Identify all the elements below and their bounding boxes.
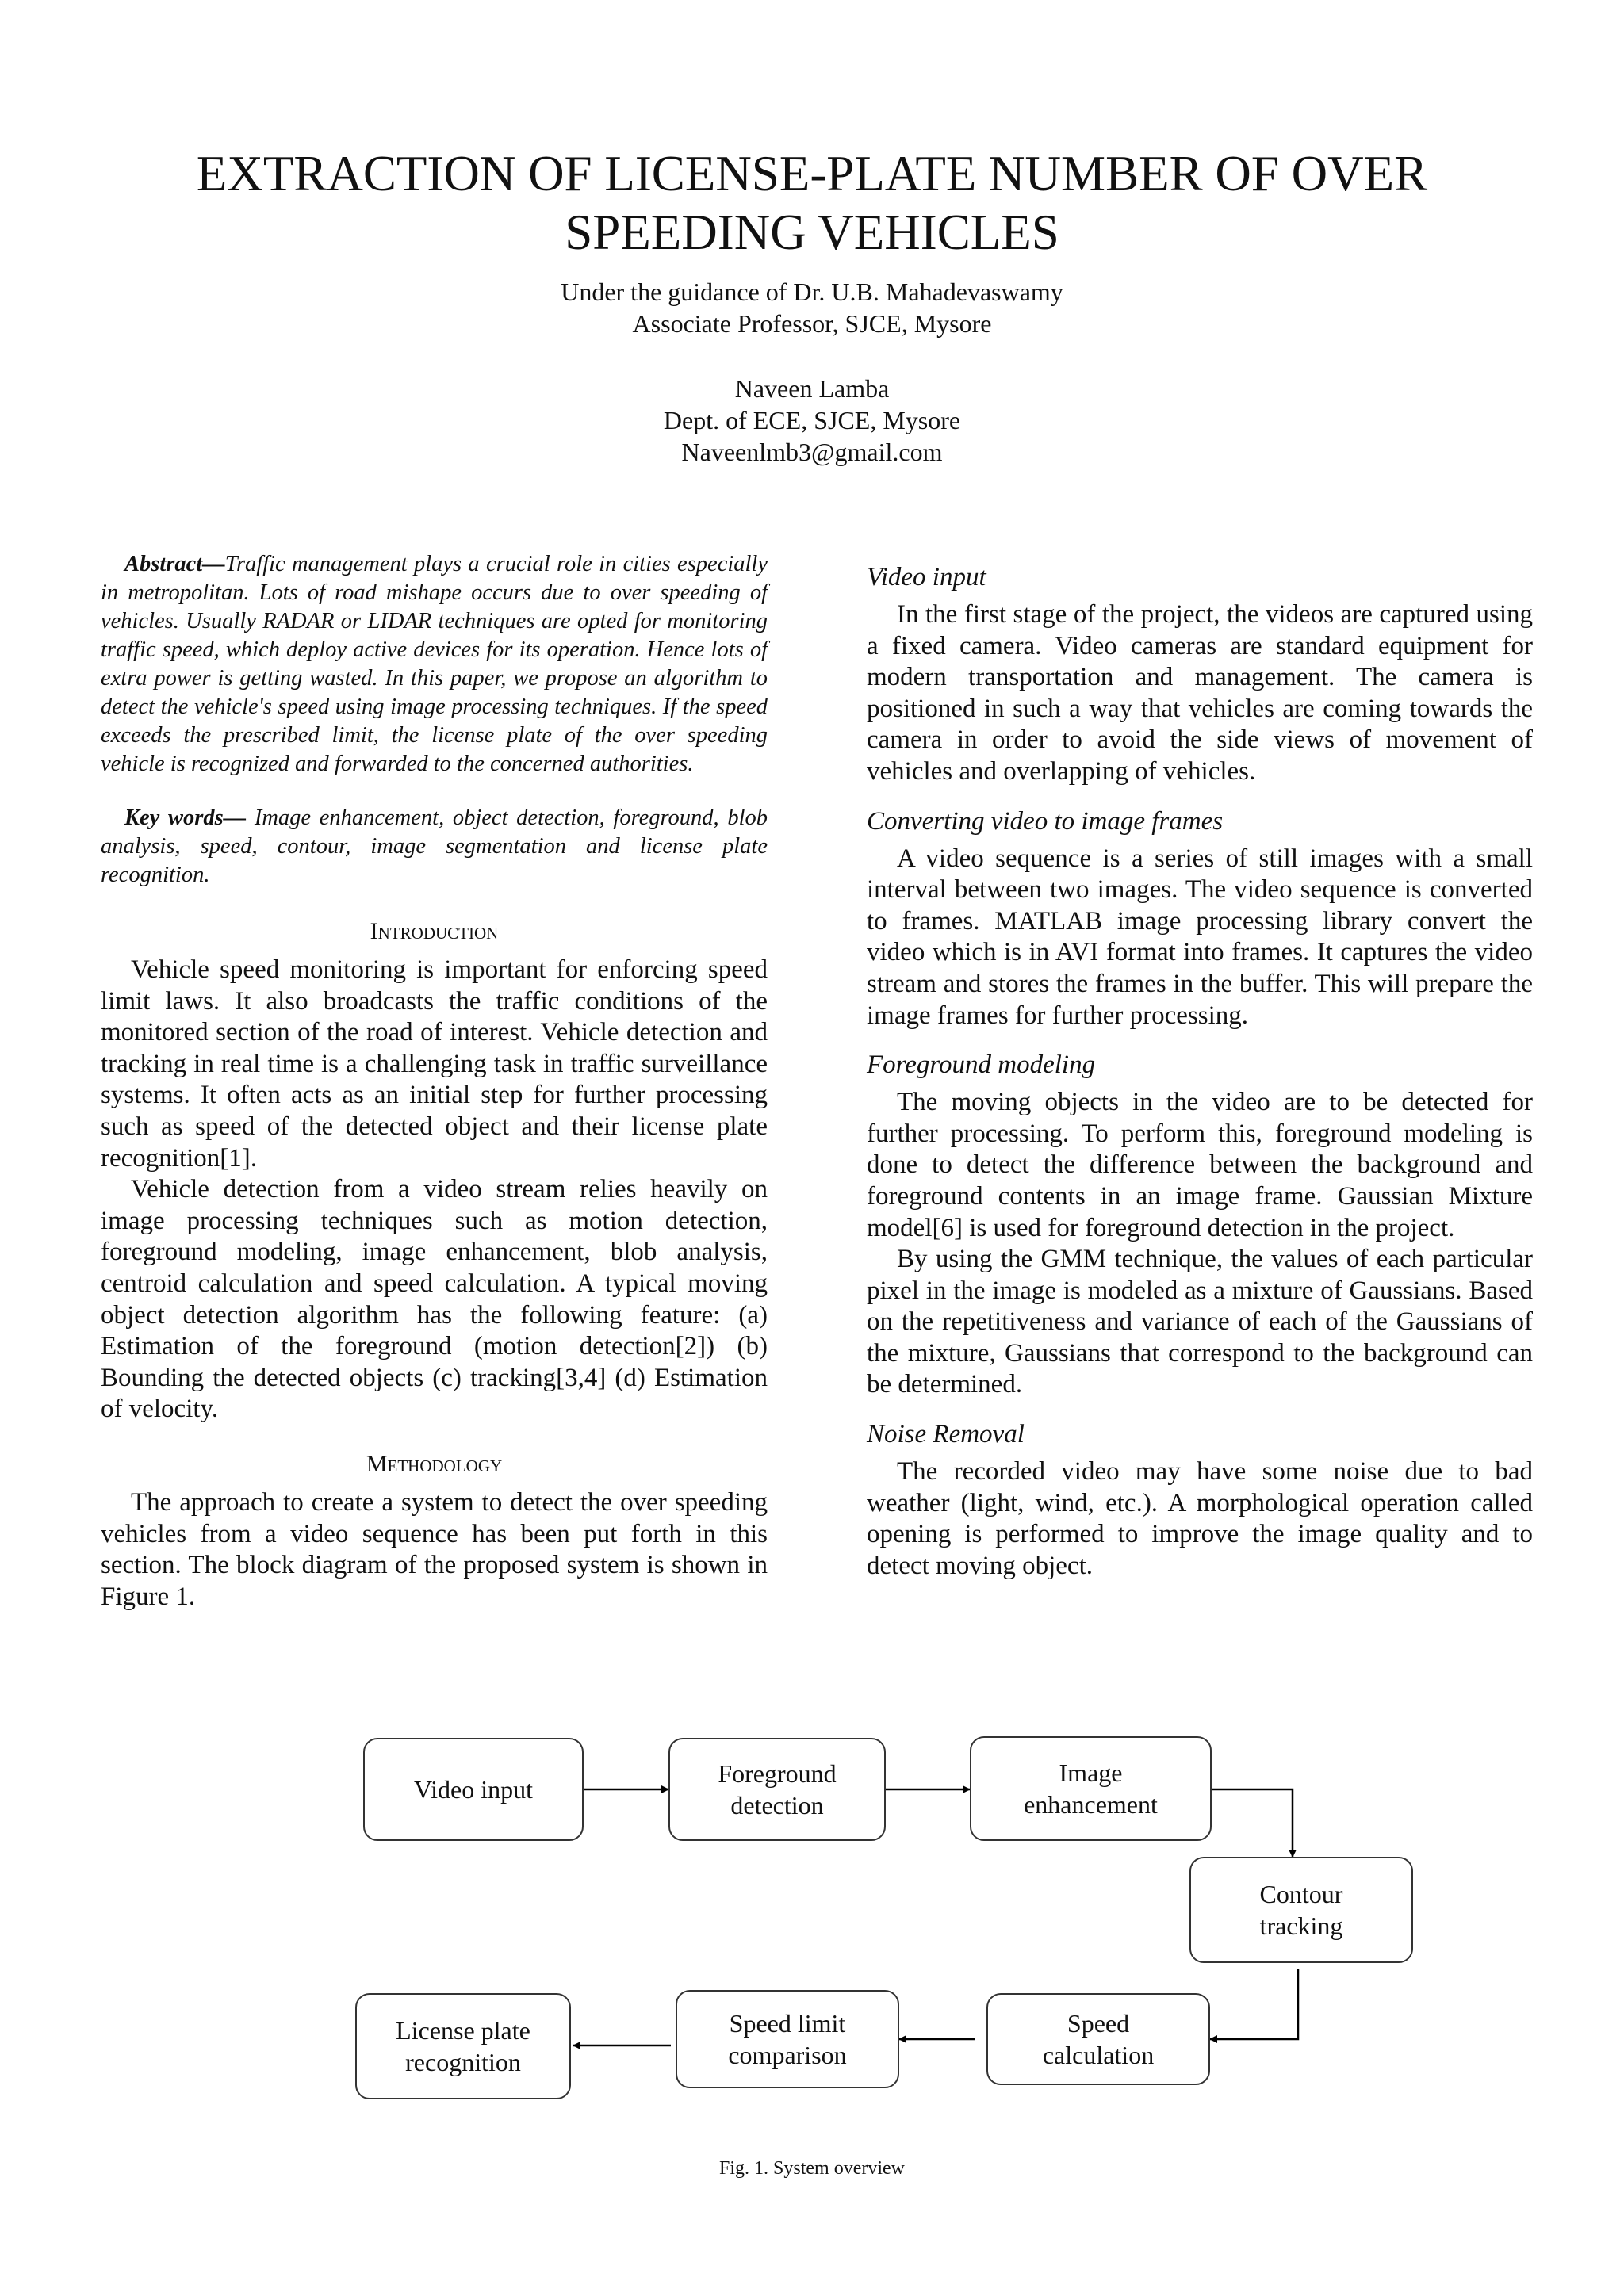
keywords-body: Image enhancement, object detection, foreground, blob analysis, speed, contour, image segmentation and license plate recognition. <box>101 806 768 887</box>
methodology-paragraph-1: The approach to create a system to detect the over speeding vehicles from a video sequence has been put forth in this section. The block diagram of the proposed system is shown in Figure 1. <box>101 1487 768 1611</box>
abstract-body: Traffic management plays a crucial role in cities especially in metropolitan. Lots of road mishape occurs due to over speeding of vehicles. Usually RADAR or LIDAR techniques are opted for monitoring traffic speed, which deploy active devices for its operation. Hence lots of extra power is getting wasted. In this paper, we propose an algorithm to detect the vehicle's speed using image processing techniques. If the speed exceeds the prescribed limit, the license plate of the over speeding vehicle is recognized and forwarded to the concerned authorities. <box>101 552 768 776</box>
title-line-2: SPEEDING VEHICLES <box>565 205 1059 260</box>
converting-frames-paragraph: A video sequence is a series of still images with a small interval between two images. The video sequence is converted to frames. MATLAB image processing library convert the video which is in AVI format into frames. It captures the video stream and stores the frames in the buffer. This will prepare the image frames for further processing. <box>867 844 1533 1030</box>
node-image-enhancement-label: Image enhancement <box>1024 1758 1158 1819</box>
author-name: Naveen Lamba <box>734 374 890 403</box>
abstract-lead: Abstract— <box>124 552 225 576</box>
keywords-lead: Key words— <box>124 806 247 830</box>
node-speed-limit-comparison-label: Speed limit comparison <box>728 2009 847 2069</box>
paper-title <box>159 144 1465 262</box>
foreground-paragraph-1: The moving objects in the video are to be detected for further processing. To perform this, foreground modeling is done to detect the difference between the background and foreground contents in an image frame. Gaussian Mixture model[6] is used for foreground detection in the project. <box>867 1088 1533 1242</box>
noise-removal-paragraph: The recorded video may have some noise due to bad weather (light, wind, etc.). A morphological operation called opening is performed to improve the image quality and to detect moving object. <box>867 1457 1533 1580</box>
intro-paragraph-1: Vehicle speed monitoring is important for enforcing speed limit laws. It also broadcasts the traffic conditions of the monitored section of the road of interest. Vehicle detection and tracking in real time is a challenging task in traffic surveillance systems. It often acts as an initial step for further processing such as speed of the detected object and their license plate recognition[1]. <box>101 955 768 1173</box>
node-speed-limit-comparison <box>676 1990 899 2088</box>
subheading-video-input: Video input <box>867 563 986 591</box>
node-speed-calculation-label: Speed calculation <box>1042 2009 1155 2069</box>
intro-paragraph-2: Vehicle detection from a video stream relies heavily on image processing techniques such as motion detection, foreground modeling, image enhancement, blob analysis, centroid calculation and speed calculation. A typical moving object detection algorithm has the following feature: (a) Estimation of the foreground (motion detection[2]) (b) Bounding the detected objects (c) tracking[3,4] (d) Estimation of velocity. <box>101 1175 768 1424</box>
guidance-line-2: Associate Professor, SJCE, Mysore <box>632 309 992 338</box>
guidance-line-1: Under the guidance of Dr. U.B. Mahadevaswamy <box>561 277 1063 306</box>
node-video-input-label: Video input <box>413 1775 534 1804</box>
arrow-contour-to-speed <box>1210 1969 1298 2039</box>
guidance-block <box>317 276 1307 339</box>
node-contour-tracking <box>1189 1857 1413 1963</box>
video-input-paragraph: In the first stage of the project, the videos are captured using a fixed camera. Video cameras are standard equipment for modern transportation and management. The camera is positioned in such a way that vehicles are coming towards the camera in order to avoid the side views of movement of vehicles and overlapping of vehicles. <box>867 600 1533 786</box>
author-block <box>317 373 1307 468</box>
figure-caption: Fig. 1. System overview <box>719 2158 905 2179</box>
right-column <box>867 550 1533 1582</box>
node-foreground-detection <box>668 1738 886 1841</box>
node-license-plate-recognition <box>355 1993 571 2099</box>
node-image-enhancement <box>970 1736 1212 1841</box>
node-contour-tracking-label: Contour tracking <box>1259 1880 1343 1940</box>
node-foreground-detection-label: Foreground detection <box>718 1759 837 1820</box>
arrow-enhancement-to-contour <box>1212 1789 1293 1857</box>
subheading-foreground-modeling: Foreground modeling <box>867 1050 1096 1080</box>
node-speed-calculation <box>986 1993 1210 2085</box>
section-heading-methodology: Methodology <box>366 1450 503 1477</box>
author-email: Naveenlmb3@gmail.com <box>681 438 943 466</box>
author-dept: Dept. of ECE, SJCE, Mysore <box>663 406 961 434</box>
title-line-1: EXTRACTION OF LICENSE-PLATE NUMBER OF OVER <box>196 146 1428 201</box>
section-heading-introduction: Introduction <box>370 918 499 944</box>
left-column <box>101 550 768 1613</box>
keywords <box>101 804 768 890</box>
subheading-converting-frames: Converting video to image frames <box>867 806 1224 836</box>
foreground-paragraph-2: By using the GMM technique, the values of each particular pixel in the image is modeled as a mixture of Gaussians. Based on the repetitiveness and variance of each of the Gaussians of the mixture, Gaussians that correspond to the background can be determined. <box>867 1245 1533 1399</box>
node-video-input <box>363 1738 584 1841</box>
subheading-noise-removal: Noise Removal <box>867 1420 1025 1449</box>
node-license-plate-recognition-label: License plate recognition <box>396 2016 530 2076</box>
abstract <box>101 550 768 779</box>
system-overview-diagram <box>0 1705 1624 2196</box>
